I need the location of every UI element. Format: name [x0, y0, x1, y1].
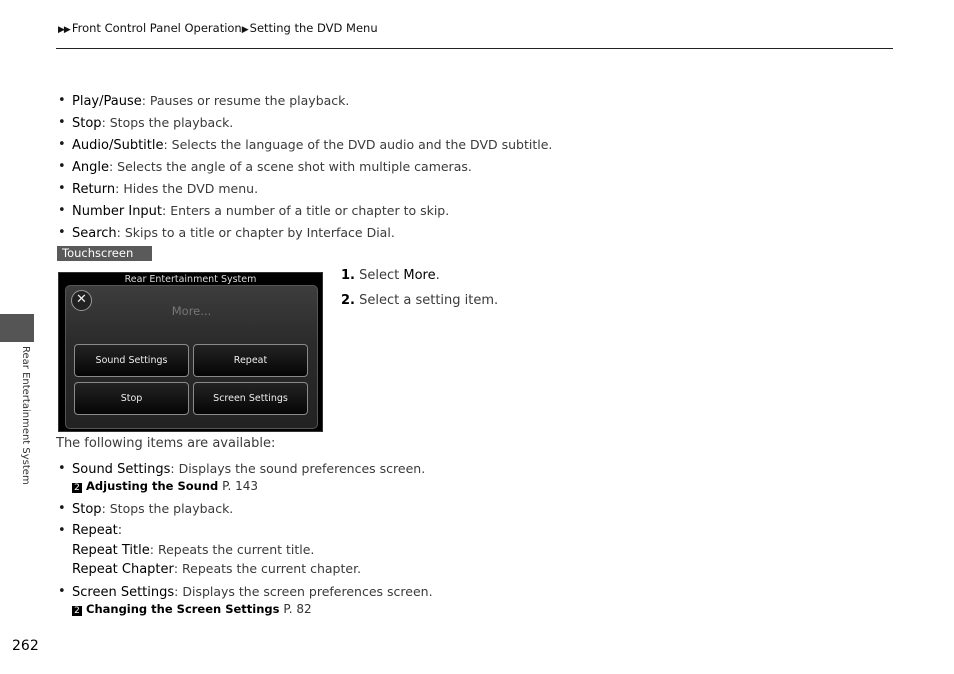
sound-settings-button[interactable]: Sound Settings [74, 344, 189, 377]
item-term: Search [72, 226, 117, 241]
rear-entertainment-screen [58, 272, 323, 432]
repeat-item [56, 520, 122, 541]
list-item [56, 520, 122, 541]
repeat-chapter-option [72, 561, 361, 577]
item-desc: : [117, 523, 123, 538]
option-term: Repeat Title [72, 543, 150, 558]
list-item [56, 458, 425, 480]
xref-changing-screen-settings[interactable] [72, 602, 312, 616]
item-desc: : Enters a number of a title or chapter to skip. [162, 203, 450, 218]
list-item [56, 222, 552, 244]
item-desc: : Displays the screen preferences screen. [174, 584, 433, 599]
step-text: Select a setting item. [359, 293, 499, 308]
step-1 [341, 263, 498, 288]
steps [341, 263, 498, 313]
option-desc: : Repeats the current title. [149, 542, 315, 557]
step-term: More [403, 268, 436, 283]
screen-title: Rear Entertainment System [124, 274, 257, 285]
item-desc: : Pauses or resume the playback. [141, 93, 350, 108]
repeat-button[interactable]: Repeat [193, 344, 308, 377]
screen-panel [65, 285, 318, 429]
item-term: Play/Pause [72, 94, 142, 109]
item-term: Number Input [72, 204, 163, 219]
repeat-title-option [72, 542, 314, 558]
step-number: 2. [341, 293, 355, 308]
item-desc: : Stops the playback. [101, 115, 234, 130]
xref-adjusting-sound[interactable] [72, 479, 258, 493]
section-tab [0, 314, 34, 342]
breadcrumb-arrow-icon: ▶▶ [58, 25, 70, 35]
item-term: Return [72, 182, 116, 197]
list-item [56, 90, 552, 112]
screen-settings-item [56, 581, 433, 603]
item-term: Stop [72, 116, 102, 131]
list-item [56, 581, 433, 603]
list-item [56, 112, 552, 134]
xref-title[interactable]: Adjusting the Sound [86, 479, 219, 493]
item-desc: : Skips to a title or chapter by Interface Dial. [116, 225, 395, 240]
item-term: Stop [72, 502, 102, 517]
xref-page: P. 82 [283, 602, 312, 616]
list-item [56, 498, 233, 520]
item-term: Angle [72, 160, 109, 175]
stop-button[interactable]: Stop [74, 382, 189, 415]
item-desc: : Selects the language of the DVD audio and the DVD subtitle. [163, 137, 553, 152]
option-desc: : Repeats the current chapter. [173, 561, 362, 576]
cross-reference-icon: 2 [72, 483, 82, 493]
item-term: Repeat [72, 523, 118, 538]
touchscreen-label: Touchscreen [57, 246, 152, 261]
header-divider [56, 48, 893, 49]
item-desc: : Displays the sound preferences screen. [170, 461, 426, 476]
step-end: . [435, 268, 440, 283]
breadcrumb-item-dvd-menu[interactable]: Setting the DVD Menu [249, 21, 378, 35]
page-number: 262 [12, 638, 39, 654]
cross-reference-icon: 2 [72, 606, 82, 616]
step-text: Select [359, 268, 404, 283]
item-desc: : Hides the DVD menu. [115, 181, 259, 196]
step-number: 1. [341, 268, 355, 283]
list-item [56, 178, 552, 200]
step-2 [341, 288, 498, 313]
sound-settings-item [56, 458, 425, 480]
item-term: Screen Settings [72, 585, 175, 600]
list-item [56, 200, 552, 222]
more-label: More... [171, 304, 212, 318]
breadcrumb-item-front-control[interactable]: Front Control Panel Operation [71, 21, 242, 35]
item-term: Sound Settings [72, 462, 171, 477]
screen-settings-button[interactable]: Screen Settings [193, 382, 308, 415]
dvd-menu-items-list [56, 90, 552, 244]
item-desc: : Selects the angle of a scene shot with multiple cameras. [109, 159, 472, 174]
section-label: Rear Entertainment System [20, 346, 31, 485]
list-item [56, 134, 552, 156]
item-desc: : Stops the playback. [101, 501, 234, 516]
list-item [56, 156, 552, 178]
stop-item [56, 498, 233, 520]
breadcrumb [58, 21, 378, 35]
option-term: Repeat Chapter [72, 562, 174, 577]
xref-page: P. 143 [222, 479, 258, 493]
xref-title[interactable]: Changing the Screen Settings [86, 602, 280, 616]
item-term: Audio/Subtitle [72, 138, 164, 153]
close-icon[interactable]: ✕ [71, 290, 92, 311]
available-intro: The following items are available: [56, 436, 276, 451]
breadcrumb-arrow-icon: ▶ [241, 25, 248, 35]
